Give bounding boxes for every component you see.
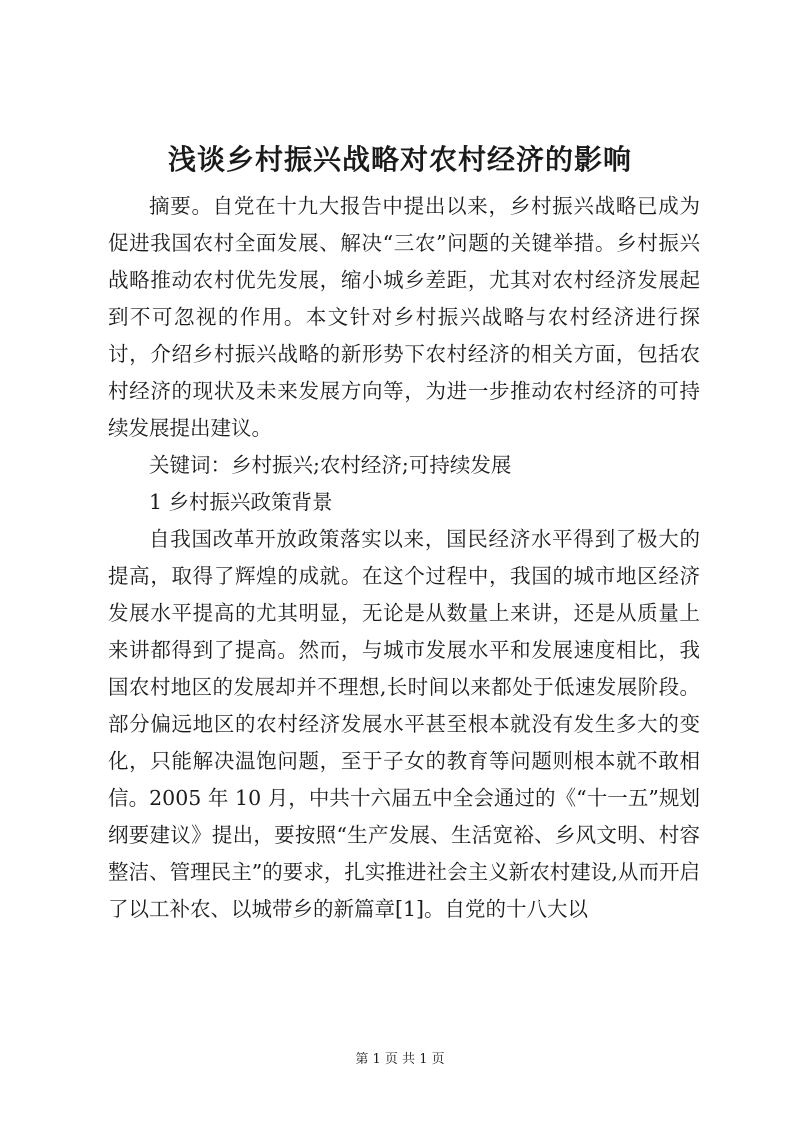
section-heading: 1 乡村振兴政策背景 [149, 490, 333, 514]
keywords-paragraph: 关键词：乡村振兴;农村经济;可持续发展 [149, 453, 512, 477]
abstract-paragraph: 摘要。自党在十九大报告中提出以来，乡村振兴战略已成为促进我国农村全面发展、解决“三农”问题的关键举措。乡村振兴战略推动农村优先发展，缩小城乡差距，尤其对农村经济发展起到不可忽视的作用。本文针对乡村振兴战略与农村经济进行探讨，介绍乡村振兴战略的新形势下农村经济的相关方面，包括农村经济的现状及未来发展方向等，为进一步推动农村经济的可持续发展提出建议。 [108, 194, 700, 440]
document-body [108, 188, 700, 928]
page-footer: 第 1 页 共 1 页 [355, 1052, 445, 1067]
body-paragraph: 自我国改革开放政策落实以来，国民经济水平得到了极大的提高，取得了辉煌的成就。在这个过程中，我国的城市地区经济发展水平提高的尤其明显，无论是从数量上来讲，还是从质量上来讲都得到了提高。然而，与城市发展水平和发展速度相比，我国农村地区的发展却并不理想,长时间以来都处于低速发展阶段。部分偏远地区的农村经济发展水平甚至根本就没有发生多大的变化，只能解决温饱问题，至于子女的教育等问题则根本就不敢相信。2005 年 10 月，中共十六届五中全会通过的《“十一五”规划纲要建议》提出，要按照“生产发展、生活宽裕、乡风文明、村容整洁、管理民主”的要求，扎实推进社会主义新农村建设,从而开启了以工补农、以城带乡的新篇章[1]。自党的十八大以 [108, 527, 700, 921]
document-title: 浅谈乡村振兴战略对农村经济的影响 [167, 143, 632, 176]
